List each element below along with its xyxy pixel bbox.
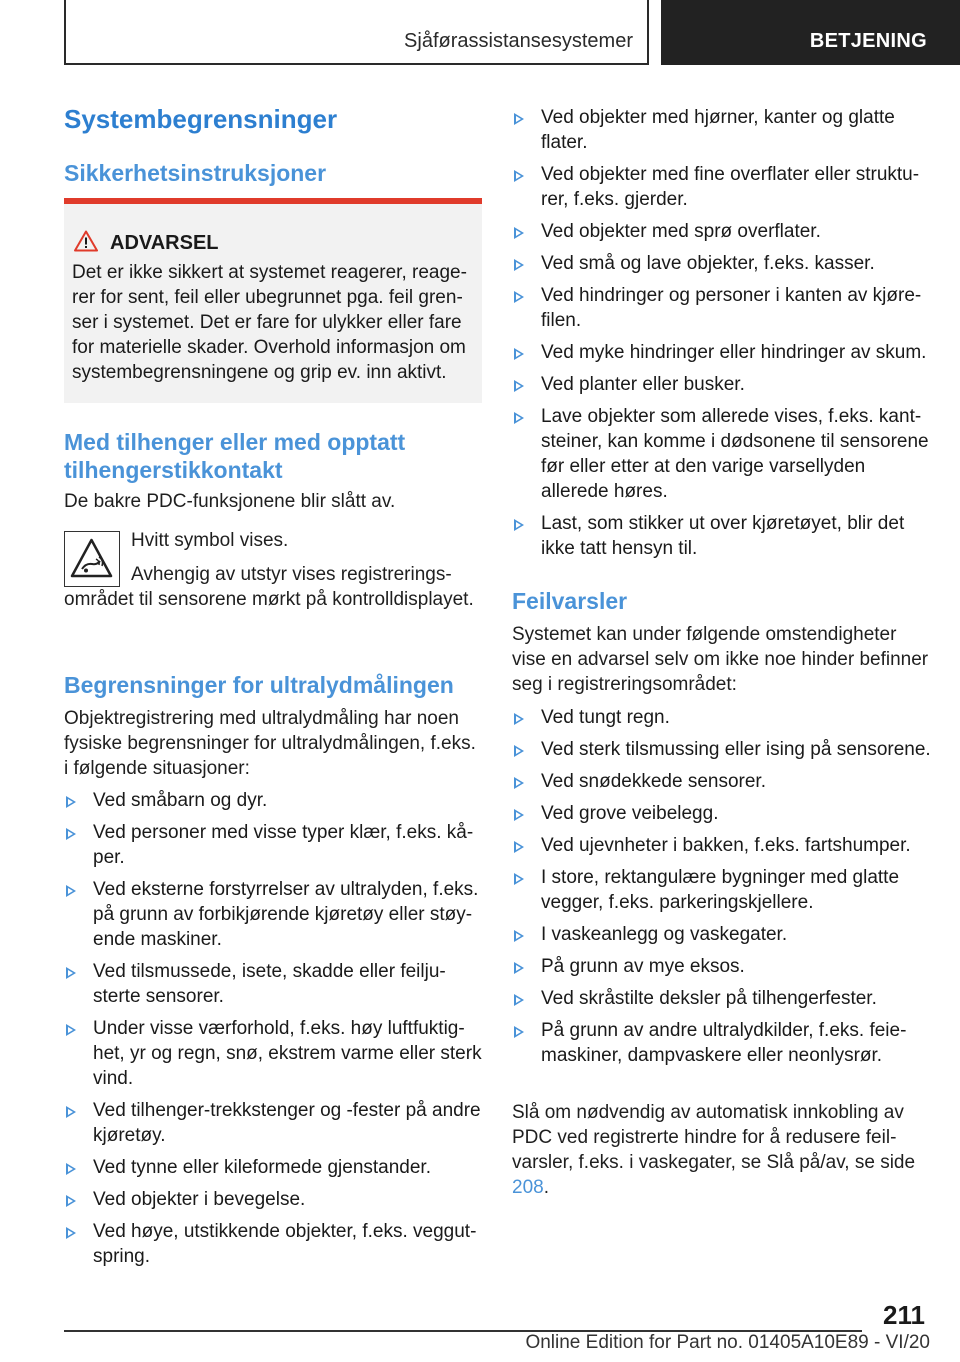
list-item: Ved objekter i bevegelse. — [64, 1187, 484, 1212]
faults-heading: Feilvarsler — [512, 588, 628, 614]
warning-triangle-icon — [74, 230, 98, 252]
list-item: Ved skråstilte deksler på tilhengerfester. — [512, 986, 932, 1011]
list-item: Ved snødekkede sensorer. — [512, 769, 932, 794]
header-section-title: Sjåførassistansesystemer — [404, 30, 633, 52]
faults-intro: Systemet kan under følgende omstendigheter vise en advarsel selv om ikke noe hinder befinner seg i registreringsområdet: — [512, 624, 929, 695]
list-item: På grunn av andre ultralydkilder, f.eks. feiemaskiner, dampvaskere eller neonlysrør. — [512, 1018, 932, 1068]
list-item: I vaskeanlegg og vaskegater. — [512, 922, 932, 947]
list-item: Lave objekter som allerede vises, f.eks. kantsteiner, kan komme i dødsonene til sensorene før eller etter at den varige varsellyden allerede høres. — [512, 404, 932, 504]
list-item: Ved små og lave objekter, f.eks. kasser. — [512, 251, 932, 276]
header-chapter-tab — [661, 0, 960, 65]
list-item: Ved sterk tilsmussing eller ising på sensorene. — [512, 737, 932, 762]
list-item: Ved grove veibelegg. — [512, 801, 932, 826]
ultrasonic-intro: Objektregistrering med ultralydmåling har noen fysiske begrensninger for ultralydmålingen, f.eks. i følgende situasjoner: — [64, 708, 476, 779]
list-item: Ved tilhenger-trekkstenger og -fester på andre kjøretøy. — [64, 1098, 484, 1148]
page-reference-link[interactable]: 208 — [512, 1177, 544, 1198]
ultrasonic-limitations-list — [64, 788, 484, 1276]
safety-heading: Sikkerhetsinstruksjoner — [64, 160, 327, 186]
ultrasonic-heading: Begrensninger for ultralydmålingen — [64, 672, 454, 698]
list-item: Ved objekter med sprø overflater. — [512, 219, 932, 244]
symbol-text-white: Hvitt symbol vises. — [131, 530, 289, 551]
header-section-tab — [64, 0, 649, 65]
list-item: Ved småbarn og dyr. — [64, 788, 484, 813]
list-item: Ved objekter med fine overflater eller strukturer, f.eks. gjerder. — [512, 162, 932, 212]
list-item: Last, som stikker ut over kjøretøyet, blir det ikke tatt hensyn til. — [512, 511, 932, 561]
header-chapter-title: BETJENING — [809, 30, 927, 52]
list-item: Ved planter eller busker. — [512, 372, 932, 397]
list-item: Ved ujevnheter i bakken, f.eks. fartshumper. — [512, 833, 932, 858]
list-item: Ved personer med visse typer klær, f.eks. kåper. — [64, 820, 484, 870]
footer-edition: Online Edition for Part no. 01405A10E89 - VI/20 — [525, 1332, 930, 1353]
faults-outro-end: . — [543, 1177, 549, 1198]
list-item: Ved høye, utstikkende objekter, f.eks. veggutspring. — [64, 1219, 484, 1269]
warning-text: Det er ikke sikkert at systemet reagerer, reagerer for sent, feil eller ubegrunnet pga. feil grenser i systemet. Det er fare for ulykker eller fare for materielle skader. Overhold informasjon om systembegrensningene og grip ev. inn aktivt. — [72, 262, 467, 383]
list-item: Ved objekter med hjørner, kanter og glatte flater. — [512, 105, 932, 155]
object-limitations-list — [512, 105, 932, 568]
warning-label: ADVARSEL — [110, 232, 219, 254]
faults-outro-text: Slå om nødvendig av automatisk innkobling av PDC ved registrerte hindre for å redusere feilvarsler, f.eks. i vaskegater, se Slå på/av, se side — [512, 1102, 916, 1173]
trailer-heading: Med tilhenger eller med opptatt tilhengerstikkontakt — [64, 429, 406, 483]
page-number: 211 — [883, 1300, 925, 1330]
false-alarms-list — [512, 705, 932, 1075]
symbol-text-area-full: Avhengig av utstyr vises registreringsområdet til sensorene mørkt på kontrolldisplayet. — [64, 564, 474, 610]
list-item: Ved hindringer og personer i kanten av kjørefilen. — [512, 283, 932, 333]
list-item: Under visse værforhold, f.eks. høy luftfuktighet, yr og regn, snø, ekstrem varme eller sterk vind. — [64, 1016, 484, 1091]
list-item: Ved tynne eller kileformede gjenstander. — [64, 1155, 484, 1180]
page-title: Systembegrensninger — [64, 104, 338, 134]
list-item: På grunn av mye eksos. — [512, 954, 932, 979]
list-item: Ved tilsmussede, isete, skadde eller feiljusterte sensorer. — [64, 959, 484, 1009]
warning-box — [64, 198, 482, 403]
list-item: Ved myke hindringer eller hindringer av skum. — [512, 340, 932, 365]
list-item: Ved eksterne forstyrrelser av ultralyden, f.eks. på grunn av forbikjørende kjøretøy eller støyende maskiner. — [64, 877, 484, 952]
trailer-intro: De bakre PDC-funksjonene blir slått av. — [64, 491, 396, 512]
faults-outro — [512, 1100, 932, 1200]
list-item: I store, rektangulære bygninger med glatte vegger, f.eks. parkeringskjellere. — [512, 865, 932, 915]
list-item: Ved tungt regn. — [512, 705, 932, 730]
